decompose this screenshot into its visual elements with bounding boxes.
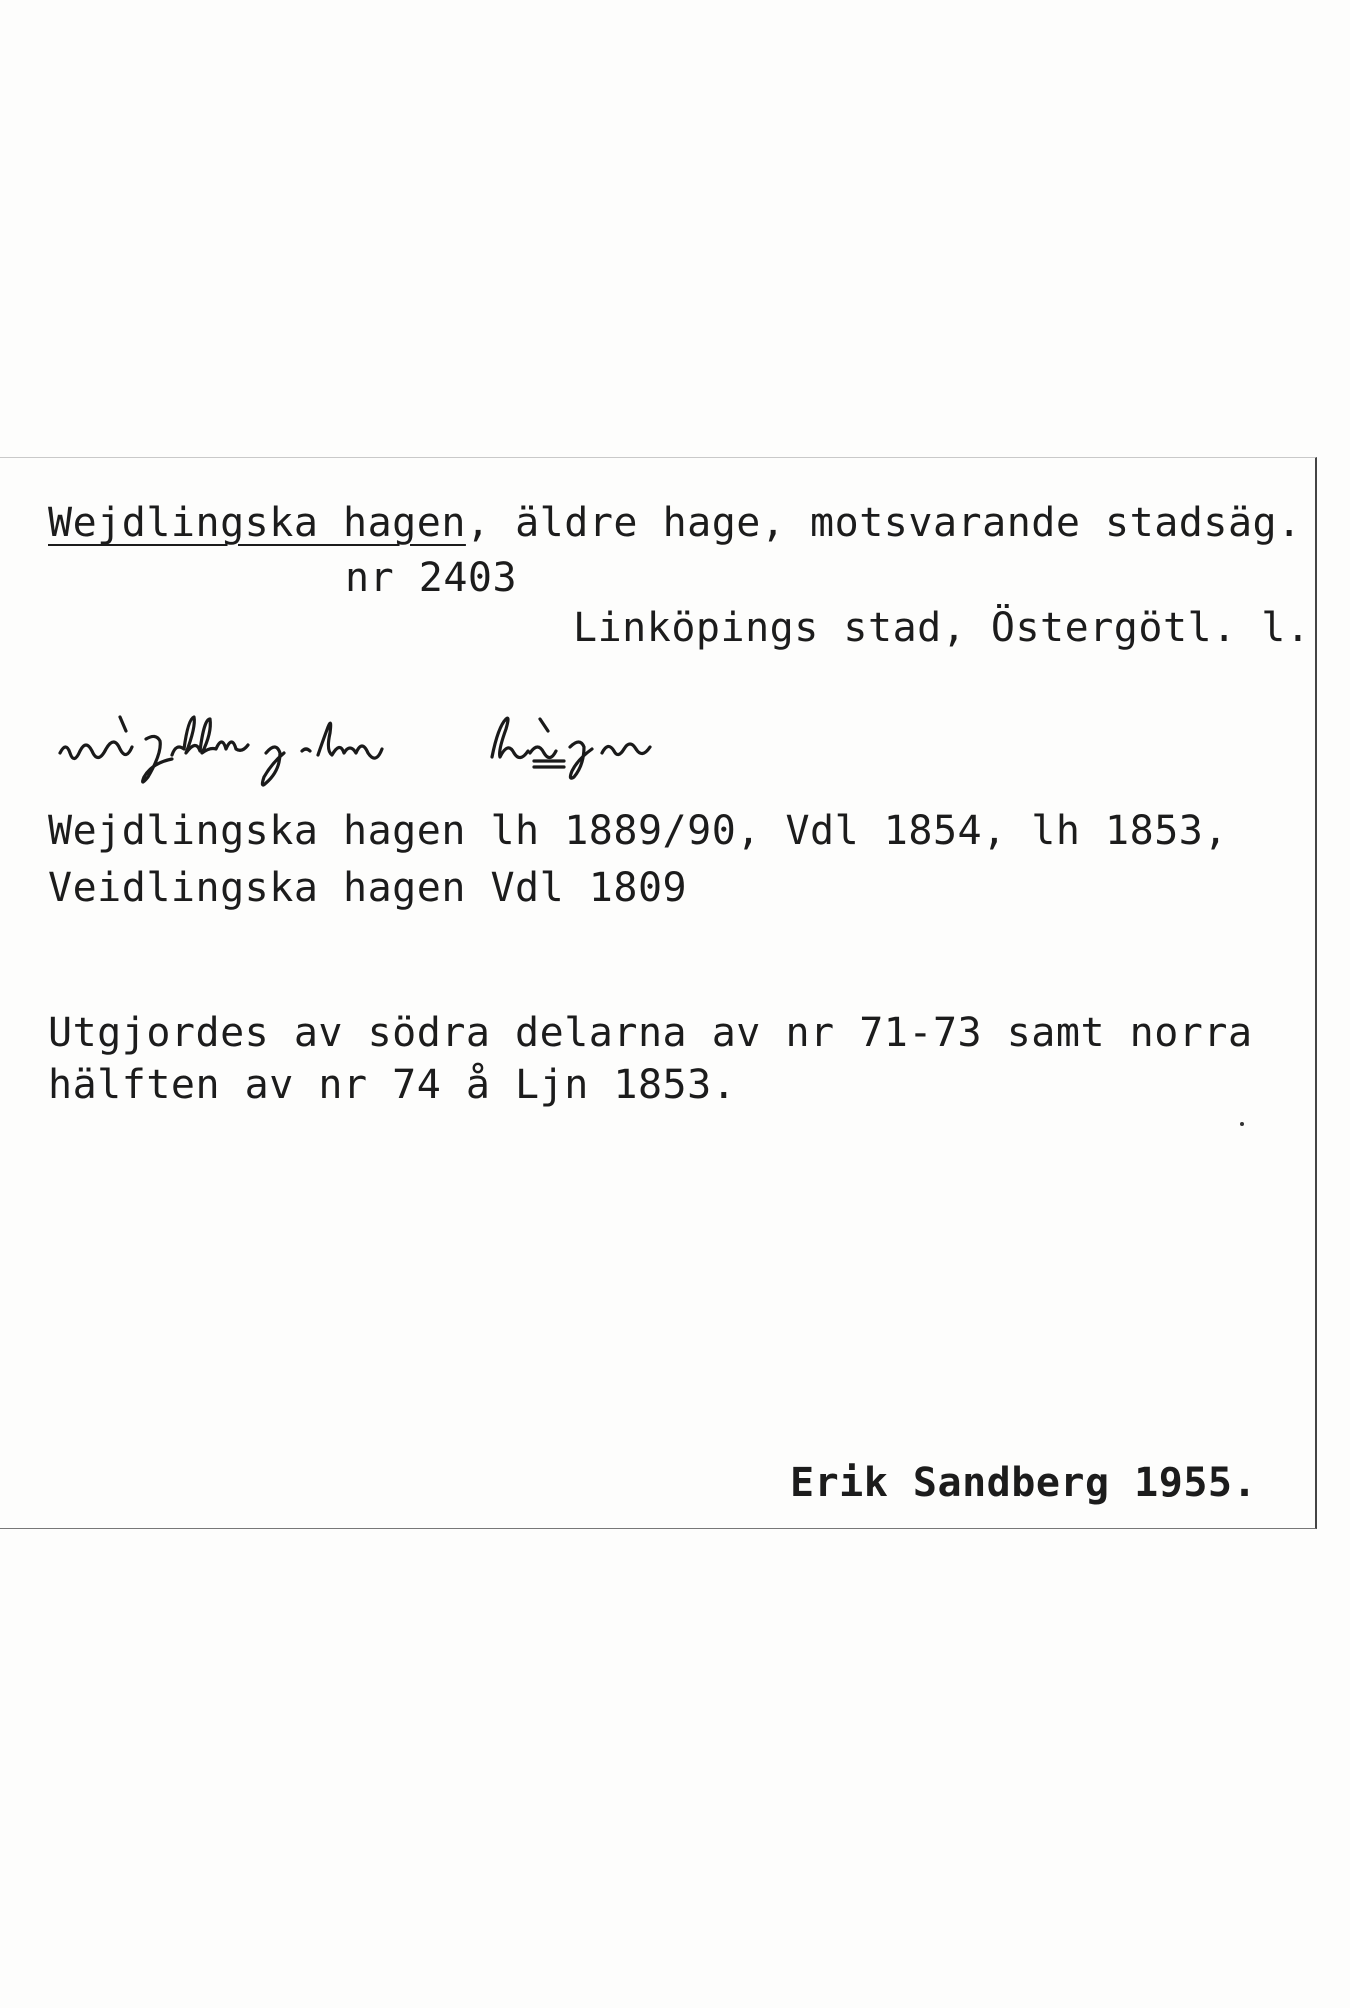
location-line: Linköpings stad, Östergötl. l.	[573, 605, 1311, 651]
forms-line-2: Veidlingska hagen Vdl 1809	[48, 865, 688, 911]
place-description: , äldre hage, motsvarande stadsäg.	[465, 500, 1302, 546]
place-name: Wejdlingska hagen	[48, 500, 466, 546]
description-line-1: Utgjordes av södra delarna av nr 71-73 samt norra	[48, 1010, 1253, 1056]
property-number: nr 2403	[345, 555, 518, 601]
handwritten-pronunciation	[40, 695, 900, 795]
heading-line	[48, 500, 1302, 546]
ink-speck	[1240, 1122, 1244, 1126]
signature: Erik Sandberg 1955.	[790, 1460, 1258, 1506]
forms-line-1: Wejdlingska hagen lh 1889/90, Vdl 1854, lh 1853,	[48, 808, 1228, 854]
description-line-2: hälften av nr 74 å Ljn 1853.	[48, 1062, 737, 1108]
